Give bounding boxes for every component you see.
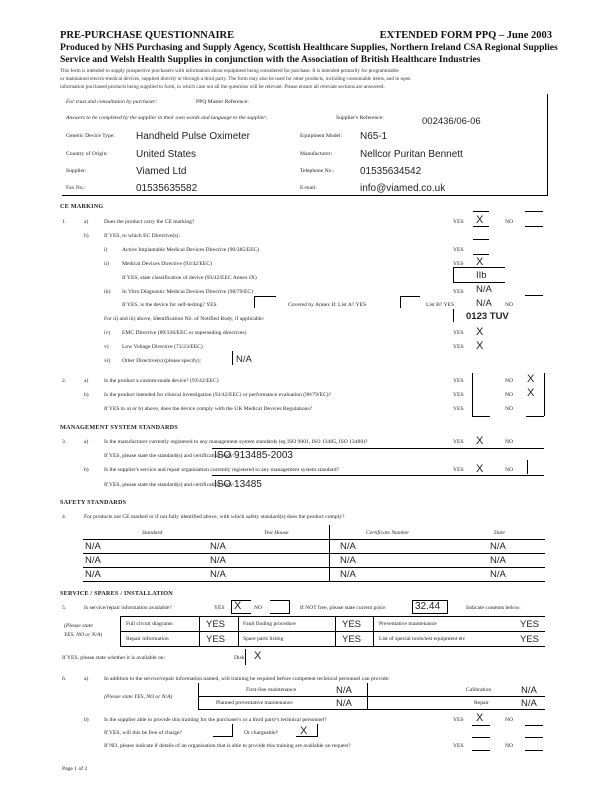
special-tools-label: List of special tools/test equipment etc: [379, 636, 466, 642]
q3a-text: Is the manufacturer currently registered to any management system standards (eg ISO 9001, ISO 13485, ISO 13488)?: [104, 439, 368, 445]
full-circuit-diagrams-label: Full circuit diagrams: [126, 621, 173, 627]
fax-label: Fax No.:: [66, 185, 86, 191]
col-date: Date: [494, 530, 505, 536]
q2a-text: Is the product a custom-made device? (93/42/EEC): [104, 378, 219, 384]
q2c-yes-label: YES: [453, 406, 464, 412]
q2-yes-column[interactable]: [472, 373, 473, 416]
free-of-charge-label: If YES, will this be free of charge?: [104, 730, 182, 736]
q6-no-yes-box[interactable]: [472, 750, 490, 751]
spare-parts-field[interactable]: YES: [342, 634, 362, 645]
annex-list-a-text: Covered by Annex II: List A? YES: [288, 302, 367, 308]
ce-marking-heading: CE MARKING: [60, 203, 104, 210]
repair-field[interactable]: N/A: [521, 698, 537, 709]
safety-row-3-test-house[interactable]: N/A: [210, 569, 226, 580]
emc-text: EMC Directive (89/336/EEC or superseding directives): [122, 330, 247, 336]
q5-yes-label: YES: [214, 605, 225, 611]
chargeable-label: Or chargeable?: [244, 730, 278, 736]
ppq-master-label: PPQ Master Reference:: [196, 99, 249, 105]
lvd-yes-label: YES: [453, 344, 464, 350]
supplier-ref-value[interactable]: 002436/06-06: [422, 116, 481, 127]
q1a-text: Does the product carry the CE marking?: [104, 219, 195, 225]
q3b-letter: b): [84, 467, 89, 473]
disk-checkbox[interactable]: X: [254, 650, 262, 662]
ivdd-yes-label: YES: [453, 289, 464, 295]
q4-text: For products not CE marked or if not fully identified above, with which safety standard(s) does the product comply?: [84, 514, 345, 520]
producer-line-2: Service and Welsh Health Supplies in conjunction with the Association of British Healthcare Industries: [60, 54, 481, 65]
fax-field[interactable]: 01535635582: [136, 183, 198, 194]
aimdd-num: i): [104, 247, 108, 253]
planned-maintenance-field[interactable]: N/A: [336, 698, 352, 709]
form-version: EXTENDED FORM PPQ – June 2003: [379, 30, 552, 41]
other-directive-num: vi): [104, 358, 111, 364]
q6b-yes-box[interactable]: X: [476, 712, 484, 724]
supplier-label: Supplier:: [66, 168, 87, 174]
safety-row-1-certificate[interactable]: N/A: [340, 541, 356, 552]
purchaser-label: For trust and consultation by purchaser:: [66, 99, 158, 105]
q3b-yes-label: YES: [453, 467, 464, 473]
safety-row-1-test-house[interactable]: N/A: [210, 541, 226, 552]
q2b-text: Is the product intended for clinical investigation (93/42/EEC) or performance evaluation (98/79/EC)?: [104, 392, 331, 398]
q3-number: 3.: [62, 439, 67, 445]
q6b-no-box[interactable]: [525, 725, 543, 726]
state-label-1: (Please state: [64, 623, 93, 629]
q6a-letter: a): [84, 676, 89, 682]
calibration-field[interactable]: N/A: [521, 685, 537, 696]
q2c-text: If YES to a) or b) above, does the device comply with the UK Medical Devices Regulations?: [104, 406, 313, 412]
aimdd-yes-box[interactable]: [473, 254, 489, 255]
aimdd-yes-label: YES: [453, 247, 464, 253]
lvd-num: v): [104, 344, 109, 350]
management-heading: MANAGEMENT SYSTEM STANDARDS: [60, 424, 178, 431]
reference-box: [62, 94, 548, 196]
lvd-yes-box[interactable]: X: [476, 340, 484, 352]
other-directive-field[interactable]: N/A: [236, 354, 252, 365]
q3b-state-label: If YES, please state the standard(s) and certification body:: [104, 482, 235, 488]
q3b-no-label: NO: [505, 467, 514, 473]
q5-no-label: NO: [254, 605, 263, 611]
list-a-box[interactable]: [400, 296, 420, 308]
q1b-letter: b): [84, 233, 89, 239]
q2a-no-label: NO: [505, 378, 514, 384]
classification-field[interactable]: IIb: [476, 270, 487, 281]
q1b-text: If YES, to which EC Directive(s):: [104, 233, 180, 239]
q2a-yes-label: YES: [453, 378, 464, 384]
q2a-no-box[interactable]: X: [527, 373, 535, 385]
safety-row-1-date[interactable]: N/A: [490, 541, 506, 552]
q2b-yes-label: YES: [453, 392, 464, 398]
q3b-yes-box[interactable]: X: [476, 463, 484, 475]
q3b-no-box[interactable]: [527, 460, 528, 474]
q3b-text: Is the supplier's service and repair organisation currently registered to any management system standard?: [104, 467, 339, 473]
classification-text: If YES, state classification of device (93/42/EEC Annex IX): [122, 275, 257, 281]
calibration-label: Calibration: [466, 687, 492, 693]
q3a-letter: a): [84, 439, 89, 445]
service-heading: SERVICE / SPARES / INSTALLATION: [60, 590, 173, 597]
list-b-no-box[interactable]: [525, 295, 543, 296]
intro-line-3: information purchased products being supplied to form, in which case not all the questions will be relevant. Please ensure all relevant sections are answered.: [60, 84, 385, 90]
list-b-text: List B? YES: [426, 302, 455, 308]
q5-text: Is service/repair information available?: [84, 605, 172, 611]
col-standard: Standard: [142, 530, 163, 536]
safety-row-2-test-house[interactable]: N/A: [210, 555, 226, 566]
q1a-yes-box[interactable]: X: [476, 214, 484, 226]
q1a-no-box[interactable]: [525, 226, 543, 227]
safety-row-2-standard[interactable]: N/A: [85, 555, 101, 566]
q5-no-box[interactable]: [270, 600, 290, 614]
price-label: If NOT free, please state current price:: [300, 605, 387, 611]
q1a-letter: a): [84, 219, 89, 225]
mdd-yes-label: YES: [453, 261, 464, 267]
first-line-maintenance-label: First-line maintenance: [246, 687, 297, 693]
q5-number: 5.: [62, 605, 67, 611]
q6b-yes-label: YES: [453, 717, 464, 723]
full-circuit-diagrams-field[interactable]: YES: [206, 619, 226, 630]
q6-no-text: If NO, please indicate if details of an organisation that is able to provide this training are available on request?: [104, 743, 351, 749]
emc-num: iv): [104, 330, 111, 336]
spare-parts-label: Spare parts listing: [243, 636, 284, 642]
manufacturer-label: Manufacturer:: [300, 151, 332, 157]
form-title: PRE-PURCHASE QUESTIONNAIRE: [60, 30, 235, 41]
supplier-ref-label: Supplier's Reference:: [336, 115, 384, 121]
q6a-text: In addition to the service/repair information named, will training be required before competent technical personnel can provide:: [104, 676, 390, 682]
q4-number: 4.: [62, 514, 67, 520]
q2b-no-box[interactable]: X: [527, 387, 535, 399]
q3a-no-label: NO: [505, 439, 514, 445]
chargeable-box[interactable]: X: [300, 725, 308, 737]
email-label: E-mail:: [300, 185, 317, 191]
q2-number: 2.: [62, 378, 67, 384]
safety-row-3-standard[interactable]: N/A: [85, 569, 101, 580]
q2c-no-label: NO: [505, 406, 514, 412]
ivdd-text: In Vitro Diagnostic Medical Devices Directive (98/79/EC): [122, 289, 253, 295]
intro-line-1: This form is intended to supply prospective purchasers with information about equipment being considered for purchase. It is intended primarily for programmable: [60, 68, 399, 74]
q1-number: 1.: [62, 219, 67, 225]
q3a-yes-label: YES: [453, 439, 464, 445]
emc-yes-box[interactable]: X: [476, 326, 484, 338]
self-test-box[interactable]: [254, 296, 276, 308]
intro-line-2: or maintained electro-medical devices, supplied directly or through a third party. The form may also be used for other products, including consumable items, and in open: [60, 76, 411, 82]
telephone-field[interactable]: 01535634542: [360, 166, 422, 177]
repair-label: Repair: [474, 700, 489, 706]
q3b-standards-field[interactable]: ISO 13485: [214, 479, 262, 490]
country-of-origin-label: Country of Origin:: [66, 151, 108, 157]
preventative-maintenance-label: Preventative maintenance: [379, 621, 437, 627]
repair-information-field[interactable]: YES: [206, 634, 226, 645]
q2a-letter: a): [84, 378, 89, 384]
availability-label: If YES, please state whether it is available on:: [62, 655, 166, 661]
q6-number: 6.: [62, 676, 67, 682]
supplier-field[interactable]: Viamed Ltd: [136, 166, 187, 177]
col-certificate-number: Certificate Number: [366, 530, 410, 536]
mdd-text: Medical Devices Directive (93/42/EEC): [122, 261, 212, 267]
safety-row-2-date[interactable]: N/A: [490, 555, 506, 566]
email-field[interactable]: info@viamed.co.uk: [360, 183, 446, 194]
list-b-no-label: NO: [505, 302, 514, 308]
safety-row-2-certificate[interactable]: N/A: [340, 555, 356, 566]
special-tools-field[interactable]: YES: [520, 634, 540, 645]
q2b-letter: b): [84, 392, 89, 398]
q1a-no-label: NO: [505, 219, 514, 225]
mdd-yes-box[interactable]: X: [476, 256, 484, 268]
equipment-model-label: Equipment Model:: [300, 133, 343, 139]
self-test-text: If YES, is the device for self-testing? YES: [122, 302, 217, 308]
price-field[interactable]: 32.44: [415, 601, 441, 612]
mdd-num: ii): [104, 261, 109, 267]
q3a-state-label: If YES, please state the standard(s) and certification body:: [104, 453, 235, 459]
safety-row-1-standard[interactable]: N/A: [85, 541, 101, 552]
generic-device-type-label: Generic Device Type:: [66, 133, 115, 139]
notified-body-text: For ii) and iii) above, Identification No. of Notified Body, if applicable:: [104, 316, 265, 322]
first-line-maintenance-field[interactable]: N/A: [336, 685, 352, 696]
manufacturer-field[interactable]: Nellcor Puritan Bennett: [360, 149, 463, 160]
country-of-origin-field[interactable]: United States: [136, 149, 197, 160]
col-test-house: Test House: [264, 530, 289, 536]
training-state-label: (Please state YES, NO or N/A): [104, 694, 173, 700]
q6-no-yes-label: YES: [453, 743, 464, 749]
q6-no-no-box[interactable]: [525, 750, 543, 751]
equipment-model-field[interactable]: N65-1: [360, 131, 388, 142]
q5-yes-box[interactable]: X: [234, 600, 242, 612]
notified-body-field[interactable]: 0123 TUV: [466, 311, 509, 322]
q6b-no-label: NO: [505, 717, 514, 723]
other-directive-text: Other Directive(s) (please specify):: [122, 358, 202, 364]
q6b-letter: b): [84, 717, 89, 723]
q3a-standards-field[interactable]: ISO 913485-2003: [214, 450, 293, 461]
lvd-text: Low Voltage Directive (73/23/EEC): [122, 344, 203, 350]
fault-finding-label: Fault finding procedure: [243, 621, 296, 627]
state-label-2: YES, NO or N/A): [64, 632, 103, 638]
q2b-no-label: NO: [505, 392, 514, 398]
safety-row-3-certificate[interactable]: N/A: [340, 569, 356, 580]
generic-device-type-field[interactable]: Handheld Pulse Oximeter: [136, 131, 250, 142]
aimdd-text: Active Implantable Medical Devices Directive (90/385/EEC): [122, 247, 260, 253]
telephone-label: Telephone No.:: [300, 168, 335, 174]
ivdd-yes-box[interactable]: N/A: [476, 284, 492, 295]
repair-information-label: Repair information: [126, 636, 169, 642]
planned-maintenance-label: Planned preventative maintenance: [216, 700, 293, 706]
page-number: Page 1 of 2: [62, 766, 88, 772]
disk-label: Disk: [234, 655, 245, 661]
supplier-note: Answers to be completed by the supplier in their own words and language to the supplier:: [66, 115, 268, 121]
q6b-text: Is the supplier able to provide this training for the purchaser's or a third party's technical personnel?: [104, 717, 327, 723]
producer-line-1: Produced by NHS Purchasing and Supply Agency, Scottish Healthcare Supplies, Northern Ireland CSA Regional Supplies: [60, 42, 558, 53]
preventative-maintenance-field[interactable]: YES: [520, 619, 540, 630]
q1a-yes-label: YES: [453, 219, 464, 225]
ivdd-num: iii): [104, 289, 111, 295]
safety-row-3-date[interactable]: N/A: [490, 569, 506, 580]
emc-yes-label: YES: [453, 330, 464, 336]
fault-finding-field[interactable]: YES: [342, 619, 362, 630]
safety-heading: SAFETY STANDARDS: [60, 499, 127, 506]
q2-no-column[interactable]: [544, 373, 545, 416]
q6-no-no-label: NO: [505, 743, 514, 749]
free-of-charge-box[interactable]: [213, 724, 233, 737]
contents-label: Indicate contents below:: [466, 605, 521, 611]
q3a-yes-box[interactable]: X: [476, 435, 484, 447]
list-b-yes-box[interactable]: N/A: [476, 298, 492, 309]
